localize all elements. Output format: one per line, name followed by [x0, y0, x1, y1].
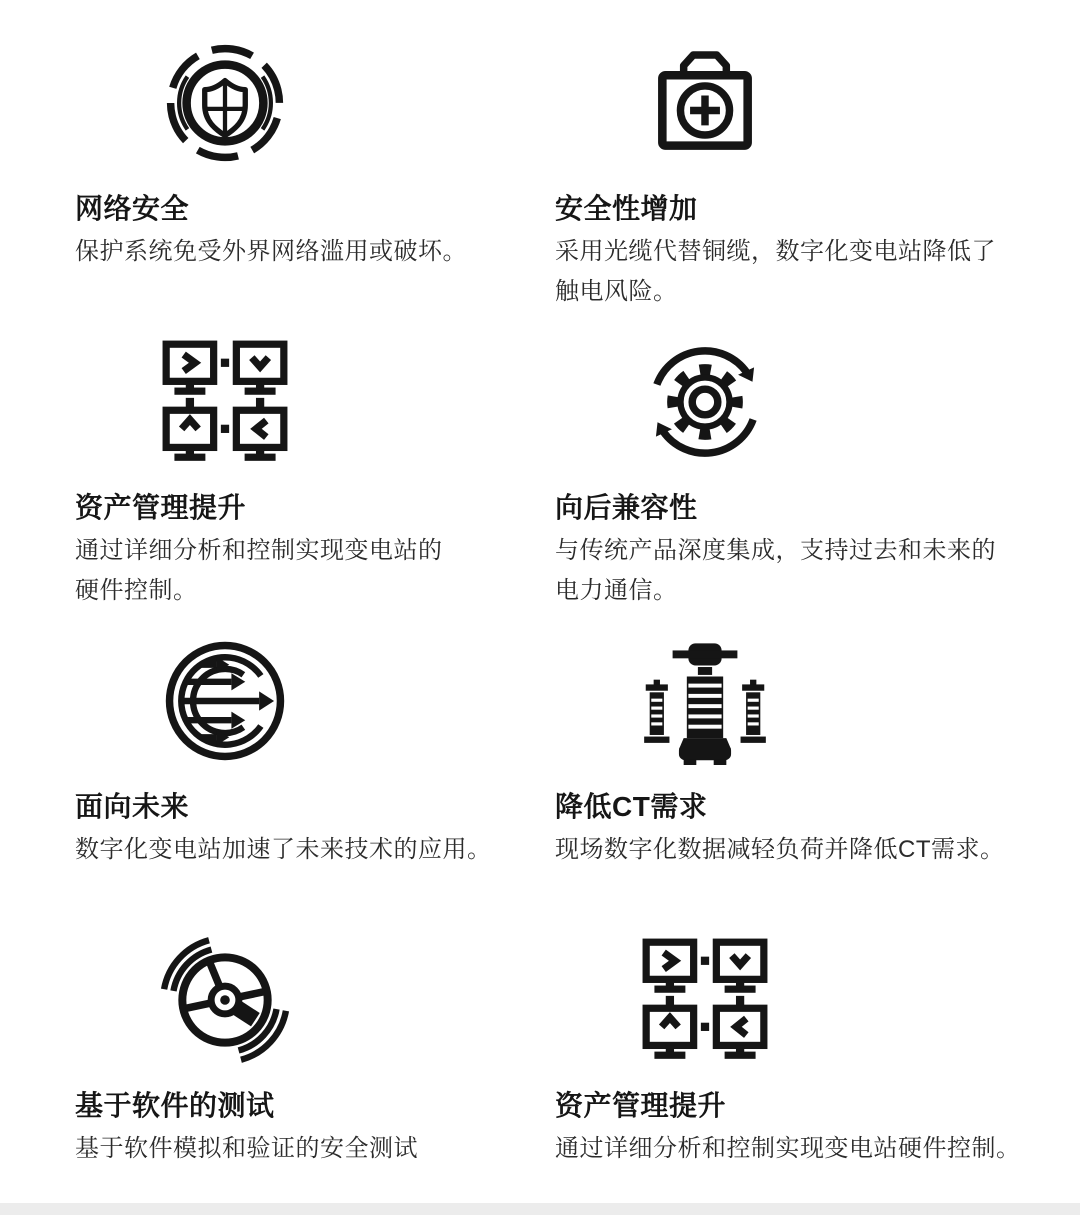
feature-title: 资产管理提升 — [555, 1090, 727, 1121]
feature-description — [555, 232, 1040, 312]
feature-description — [75, 1129, 555, 1169]
feature-desc-line: 基于软件模拟和验证的安全测试 — [75, 1135, 418, 1162]
feature-icon-box — [555, 28, 1040, 178]
feature-icon-box — [555, 327, 1040, 477]
feature-card — [555, 925, 1040, 1224]
feature-title: 面向未来 — [75, 791, 190, 822]
feature-icon-box — [75, 327, 555, 477]
gear-sync-icon — [555, 338, 855, 466]
feature-title: 基于软件的测试 — [75, 1090, 275, 1121]
feature-card — [75, 327, 555, 626]
feature-icon-box — [75, 28, 555, 178]
ct-transformer-icon — [555, 637, 855, 765]
feature-desc-line: 保护系统免受外界网络滥用或破坏。 — [75, 238, 467, 265]
software-test-disc-icon — [75, 936, 375, 1064]
network-monitors-icon — [555, 936, 855, 1064]
feature-desc-line: 硬件控制。 — [75, 577, 198, 604]
feature-title: 资产管理提升 — [75, 492, 247, 523]
feature-title: 网络安全 — [75, 193, 190, 224]
feature-desc-line: 数字化变电站加速了未来技术的应用。 — [75, 836, 492, 863]
feature-card — [75, 28, 555, 327]
feature-description — [75, 531, 555, 611]
feature-card — [555, 626, 1040, 925]
feature-title: 降低CT需求 — [555, 791, 708, 822]
network-monitors-icon — [75, 338, 375, 466]
feature-description — [75, 830, 555, 870]
feature-icon-box — [555, 925, 1040, 1075]
feature-desc-line: 通过详细分析和控制实现变电站的 — [75, 537, 443, 564]
feature-description — [75, 232, 555, 272]
feature-card — [75, 925, 555, 1224]
first-aid-kit-icon — [555, 39, 855, 167]
feature-desc-line: 现场数字化数据减轻负荷并降低CT需求。 — [555, 836, 1005, 863]
feature-card — [555, 327, 1040, 626]
feature-card — [555, 28, 1040, 327]
feature-icon-box — [555, 626, 1040, 776]
feature-description — [555, 1129, 1040, 1169]
features-grid — [75, 28, 1040, 1224]
feature-icon-box — [75, 925, 555, 1075]
feature-desc-line: 触电风险。 — [555, 278, 678, 305]
shield-network-icon — [75, 39, 375, 167]
feature-description — [555, 830, 1040, 870]
feature-desc-line: 与传统产品深度集成，支持过去和未来的 — [555, 537, 996, 564]
feature-description — [555, 531, 1040, 611]
feature-card — [75, 626, 555, 925]
future-arrows-icon — [75, 637, 375, 765]
bottom-bar — [0, 1203, 1080, 1215]
feature-icon-box — [75, 626, 555, 776]
feature-title: 向后兼容性 — [555, 492, 698, 523]
feature-title: 安全性增加 — [555, 193, 698, 224]
feature-desc-line: 通过详细分析和控制实现变电站硬件控制。 — [555, 1135, 1021, 1162]
feature-desc-line: 电力通信。 — [555, 577, 678, 604]
feature-desc-line: 采用光缆代替铜缆，数字化变电站降低了 — [555, 238, 996, 265]
